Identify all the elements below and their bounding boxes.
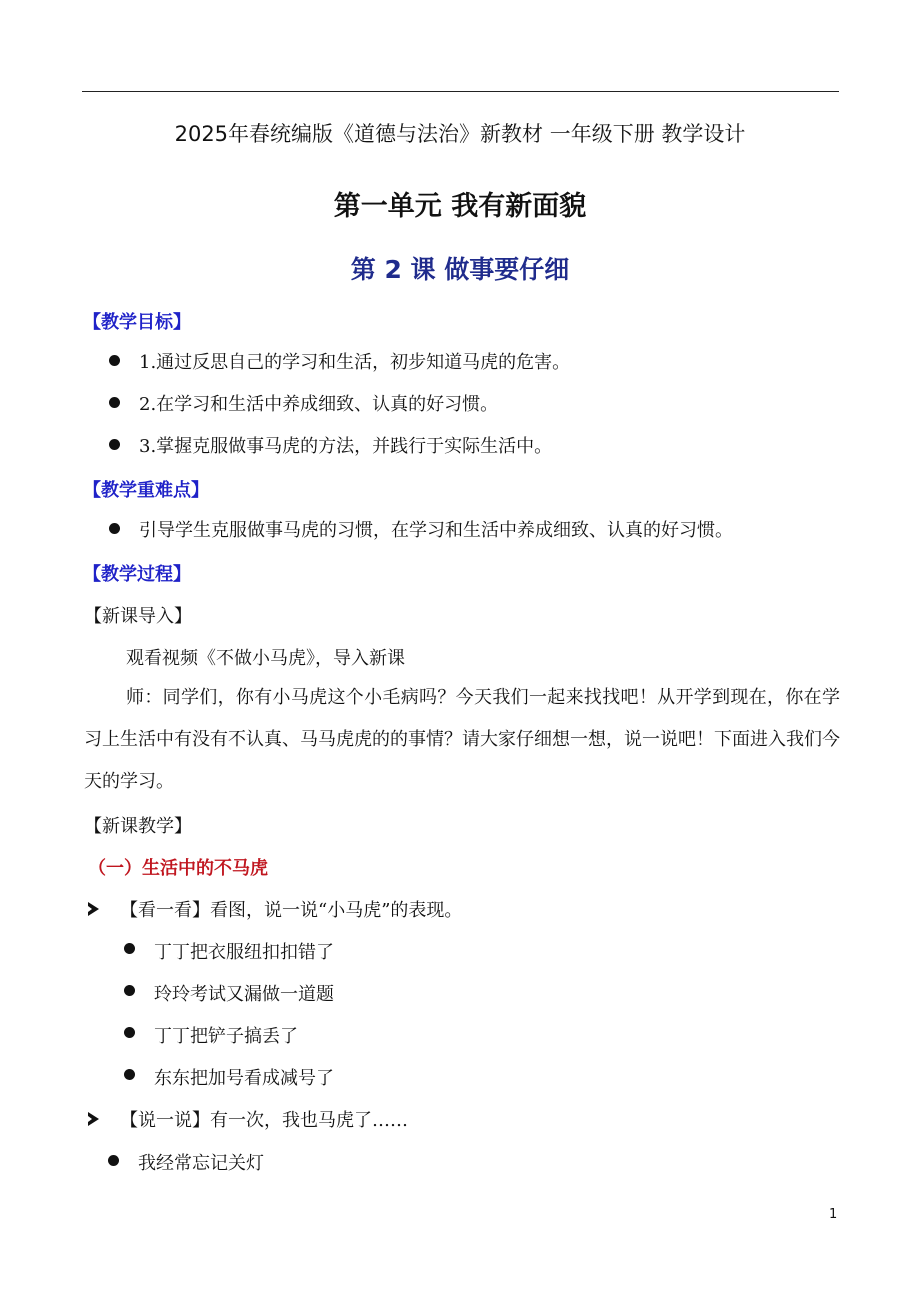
unit-title: 第一单元 我有新面貌 [333, 191, 587, 222]
page-number: 1 [829, 1207, 838, 1222]
objective-item: 1.通过反思自己的学习和生活，初步知道马虎的危害。 [139, 352, 571, 373]
bullet-icon [124, 985, 135, 996]
intro-line: 观看视频《不做小马虎》，导入新课 [126, 648, 405, 669]
arrow-bullet-icon [88, 902, 99, 916]
look-item: 【看一看】看图，说一说“小马虎”的表现。 [120, 900, 463, 921]
header-rule [82, 91, 839, 92]
bullet-icon [109, 439, 120, 450]
lesson-title: 第 2 课 做事要仔细 [350, 255, 570, 284]
key-point-item: 引导学生克服做事马虎的习惯，在学习和生活中养成细致、认真的好习惯。 [139, 520, 733, 541]
arrow-bullet-icon [88, 1112, 99, 1126]
bullet-icon [124, 943, 135, 954]
bullet-icon [109, 397, 120, 408]
look-bullet: 玲玲考试又漏做一道题 [154, 984, 334, 1005]
bullet-icon [124, 1069, 135, 1080]
document-header: 2025年春统编版《道德与法治》新教材 一年级下册 教学设计 [174, 122, 746, 146]
bullet-icon [108, 1155, 119, 1166]
bullet-icon [109, 355, 120, 366]
bullet-icon [109, 523, 120, 534]
objective-item: 3.掌握克服做事马虎的方法，并践行于实际生活中。 [139, 436, 553, 457]
say-item: 【说一说】有一次，我也马虎了…… [120, 1110, 408, 1131]
look-bullet: 丁丁把衣服纽扣扣错了 [154, 942, 334, 963]
look-bullet: 丁丁把铲子搞丢了 [154, 1026, 298, 1047]
teaching-label: 【新课教学】 [84, 816, 192, 837]
part1-heading: （一）生活中的不马虎 [88, 858, 268, 879]
bullet-icon [124, 1027, 135, 1038]
intro-label: 【新课导入】 [84, 606, 192, 627]
look-bullet: 东东把加号看成减号了 [154, 1068, 334, 1089]
say-bullet: 我经常忘记关灯 [138, 1153, 264, 1174]
key-points-heading: 【教学重难点】 [83, 480, 209, 501]
objectives-heading: 【教学目标】 [83, 312, 191, 333]
objective-item: 2.在学习和生活中养成细致、认真的好习惯。 [139, 394, 499, 415]
teacher-paragraph: 师：同学们，你有小马虎这个小毛病吗？今天我们一起来找找吧！从开学到现在，你在学习上生活中有没有不认真、马马虎虎的的事情？请大家仔细想一想，说一说吧！下面进入我们今天的学习。 [84, 687, 840, 792]
process-heading: 【教学过程】 [83, 564, 191, 585]
